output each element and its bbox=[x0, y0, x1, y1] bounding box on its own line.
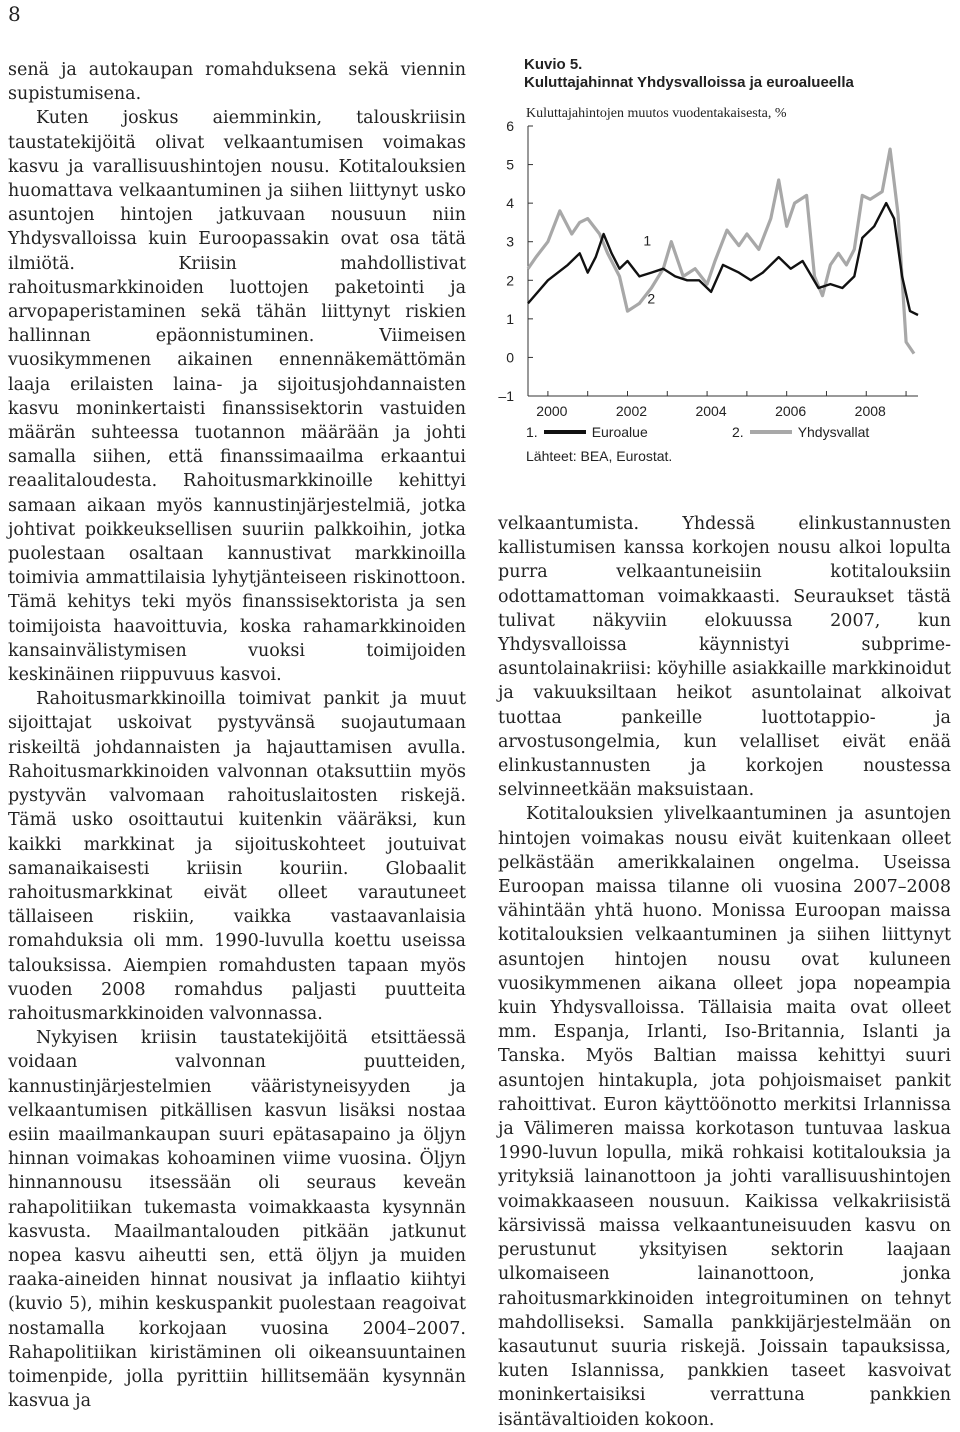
legend-item-yhdysvallat bbox=[732, 424, 869, 440]
y-tick-label: 0 bbox=[506, 349, 514, 366]
x-tick-label: 2000 bbox=[536, 403, 568, 419]
y-tick-label: –1 bbox=[498, 388, 514, 404]
y-tick-label: 6 bbox=[506, 118, 514, 134]
figure-sources: Lähteet: BEA, Eurostat. bbox=[526, 448, 673, 464]
paragraph: Rahoitusmarkkinoilla toimivat pankit ja muut sijoittajat uskoivat pystyvänsä suojautumaan riskeiltä johdannaisten ja hajauttamisen avulla. Rahoitusmarkkinoiden valvonnan otaksuttiin myös pystyvän valvomaan rahoituslaitosten riskejä. Tämä usko osoittautui kuitenkin vääräksi, kun kaikki markkinat ja sijoituskohteet joutuivat samanaikaisesti kriisin kouriin. Globaalit rahoitusmarkkinat eivät olleet varautuneet tällaiseen riskiin, vaikka vastaavanlaisia romahduksia oli mm. 1990-luvulla koettu useissa talouksissa. Aiempien romahdusten tapaan myös vuoden 2008 romahdus paljasti puutteita rahoitusmarkkinoiden valvonnassa. bbox=[8, 689, 466, 1024]
x-tick-label: 2002 bbox=[615, 403, 648, 419]
figure-title: Kuluttajahinnat Yhdysvalloissa ja euroalueella bbox=[524, 74, 854, 91]
right-text-column bbox=[498, 512, 951, 1432]
x-tick-label: 2008 bbox=[854, 403, 886, 419]
x-tick-label: 2006 bbox=[775, 403, 807, 419]
series-annotation: 1 bbox=[643, 232, 652, 249]
paragraph: Nykyisen kriisin taustatekijöitä etsittäessä voidaan valvonnan puutteiden, kannustinjärjestelmien vääristyneisyyden ja velkaantumisen pitkällisen kasvun lisäksi nostaa esiin maailmankaupan suuri epätasapaino ja öljyn hinnan voimakas kohoaminen viime vuosina. Öljyn hinnannousu itsessään oli seuraus keveän rahapolitiikan tukemasta voimakkaasta kysynnän kasvusta. Maailmantalouden pitkään jatkunut nopea kasvu aiheutti sen, että öljyn ja muiden raaka-aineiden hinnat nousivat ja inflaatio kiihtyi (kuvio 5), mihin keskuspankit puolestaan reagoivat nostamalla korkojaan vuosina 2004–2007. Rahapolitiikan kiristäminen oli oikeansuuntainen toimenpide, jolla pyrittiin hillitsemään kysynnän kasvua ja bbox=[8, 1028, 466, 1412]
y-tick-label: 4 bbox=[506, 195, 514, 212]
paragraph: senä ja autokaupan romahduksena sekä viennin supistumisena. bbox=[8, 60, 466, 105]
y-axis-label: Kuluttajahintojen muutos vuodentakaisesta, % bbox=[526, 106, 787, 121]
line-chart bbox=[488, 56, 958, 426]
paragraph: velkaantumista. Yhdessä elinkustannusten kallistumisen kanssa korkojen nousu alkoi lopulta purra velkaantuneisiin kotitalouksiin odottamattoman voimakkaasti. Seuraukset tästä tulivat näkyviin elokuussa 2007, kun Yhdysvalloissa käynnistyi subprime-asuntolainakriisi: köyhille asiakkaille markkinoidut ja vakuuksiltaan heikot asuntolainat alkoivat tuottaa pankeille luottotappio- ja arvostusongelmia, kun velalliset eivät enää elinkustannusten ja korkojen noustessa selvinneetkään maksuistaan. bbox=[498, 514, 951, 801]
paragraph: Kuten joskus aiemminkin, talouskriisin taustatekijöitä olivat velkaantumisen voimakas kasvu ja varallisuushintojen nousu. Kotitalouksien huomattava velkaantuminen ja siihen liittynyt usko asuntojen hintojen jatkuvaan nousuun niin Yhdysvalloissa kuin Euroopassakin ovat osa tätä ilmiötä. Kriisin mahdollistivat rahoitusmarkkinoiden luottojen paketointi ja arvopaperistaminen sekä tähän liittynyt riskien hallinnan epäonnistuminen. Viimeisen vuosikymmenen aikainen ennennäkemättömän laaja erilaisten laina- ja sijoitusjohdannaisten kasvu moninkertaisti finanssisektorin vastuiden määrän suhteessa tuotannon määrään ja johti samalla siihen, että finanssimaailma erkaantui reaalitaloudesta. Rahoitusmarkkinoille kehittyi samaan aikaan myös kannustinjärjestelmiä, jotka johtivat poikkeuksellisen suuriin palkkoihin, jotka puolestaan osaltaan kannustivat markkinoilla toimivia ammattilaisia lyhytjänteiseen riskinottoon. Tämä kehitys teki myös finanssisektorista ja sen toimijoista haavoittuvia, koska rahamarkkinoiden kansainvälistymisen vuoksi toimijoiden keskinäinen riippuvuus kasvoi. bbox=[8, 108, 466, 686]
series-line-yhdysvallat bbox=[528, 149, 914, 354]
legend-number: 1. bbox=[526, 424, 538, 440]
x-tick-label: 2004 bbox=[695, 403, 727, 419]
y-tick-label: 1 bbox=[506, 310, 514, 327]
legend-swatch bbox=[544, 430, 586, 434]
legend-label: Euroalue bbox=[591, 424, 648, 440]
legend-swatch bbox=[750, 430, 792, 434]
figure-5 bbox=[488, 56, 958, 476]
y-tick-label: 5 bbox=[506, 156, 514, 173]
y-tick-label: 2 bbox=[506, 272, 514, 289]
figure-label: Kuvio 5. bbox=[524, 56, 583, 73]
paragraph: Kotitalouksien ylivelkaantuminen ja asuntojen hintojen voimakas nousu eivät kuitenkaan olleet pelkästään amerikkalainen ongelma. Useissa Euroopan maissa tilanne oli vuosina 2007–2008 vähintään yhtä huono. Monissa Euroopan maissa kotitalouksien velkaantuminen ja siihen liittynyt asuntojen hintojen nousu ovat kuluneen vuosikymmenen aikana olleet jopa nopeampia kuin Yhdysvalloissa. Tällaisia maita ovat olleet mm. Espanja, Irlanti, Iso-Britannia, Islanti ja Tanska. Myös Baltian maissa kehittyi suuri asuntojen hintakupla, jota pohjoismaiset pankit rahoittivat. Euron käyttöönotto merkitsi Irlannissa ja Välimeren maissa korkotason tuntuvaa laskua 1990-luvun lopulla, mikä rohkaisi kotitalouksia ja yrityksiä lainanottoon ja johti varallisuushintojen voimakkaaseen nousuun. Kaikissa velkakriisistä kärsivissä maissa velkaantuneisuuden kasvu on perustunut yksityisen sektorin laajaan ulkomaiseen lainanottoon, jonka rahoitusmarkkinoiden integroituminen on tehnyt mahdolliseksi. Samalla pankkijärjestelmään on kasautunut suuria riskejä. Joissain tapauksissa, kuten Islannissa, pankkien taseet kasvoivat moninkertaisiksi verrattuna pankkien isäntävaltioiden kokoon. bbox=[498, 804, 951, 1430]
page-number: 8 bbox=[8, 2, 21, 26]
series-annotation: 2 bbox=[647, 290, 656, 307]
left-text-column bbox=[8, 58, 466, 1413]
y-tick-label: 3 bbox=[506, 233, 514, 250]
legend-item-euroalue bbox=[526, 424, 648, 440]
legend-number: 2. bbox=[732, 424, 744, 440]
legend-label: Yhdysvallat bbox=[797, 424, 870, 440]
